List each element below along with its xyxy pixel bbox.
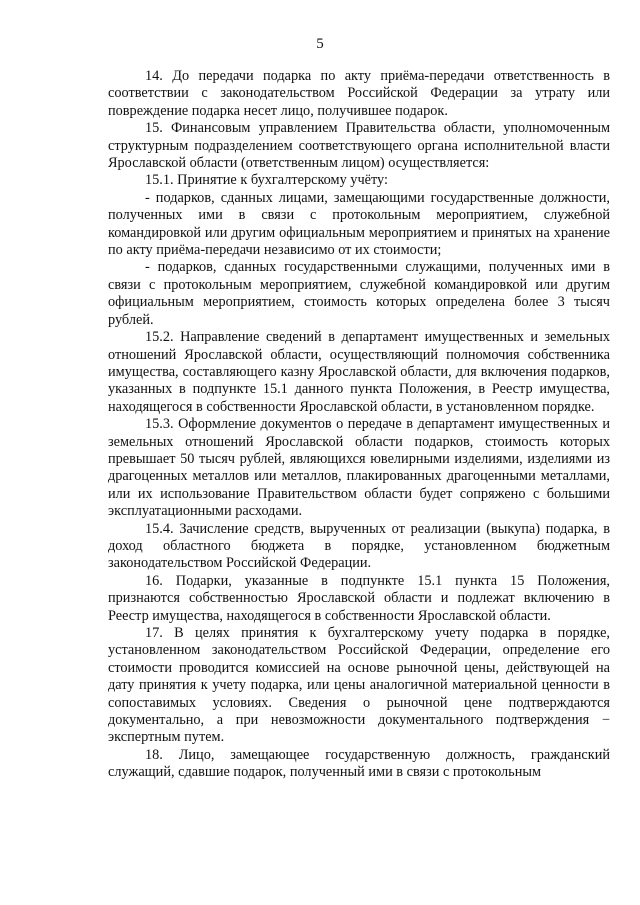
paragraph-17: 17. В целях принятия к бухгалтерскому учету подарка в порядке, установленном законодательством Российской Федерации, определение его стоимости проводится комиссией на основе рыночной цены, действующей на дату принятия к учету подарка, или цены аналогичной материальной ценности в сопоставимых условиях. Сведения о рыночной цене подтверждаются документально, а при невозможности документального подтверждения − экспертным путем. bbox=[108, 625, 610, 746]
paragraph-14: 14. До передачи подарка по акту приёма-передачи ответственность в соответствии с законодательством Российской Федерации за утрату или повреждение подарка несет лицо, получившее подарок. bbox=[108, 68, 610, 119]
page-number: 5 bbox=[316, 36, 324, 52]
paragraph-15-3: 15.3. Оформление документов о передаче в департамент имущественных и земельных отношений Ярославской области подарков, стоимость которых превышает 50 тысяч рублей, являющихся ювелирными изделиями, изделиями из драгоценных металлов или металлов, плакированных драгоценными металлами, или их использование Правительством области будет сопряжено с большими эксплуатационными расходами. bbox=[108, 416, 610, 520]
paragraph-15-1: 15.1. Принятие к бухгалтерскому учёту: bbox=[145, 172, 388, 189]
paragraph-16: 16. Подарки, указанные в подпункте 15.1 пункта 15 Положения, признаются собственностью Ярославской области и подлежат включению в Реестр имущества, находящегося в собственности Ярославской области. bbox=[108, 572, 610, 624]
paragraph-15-4: 15.4. Зачисление средств, вырученных от реализации (выкупа) подарка, в доход областного бюджета в порядке, установленном бюджетным законодательством Российской Федерации. bbox=[108, 520, 610, 572]
paragraph-15-1-item-2: - подарков, сданных государственными служащими, полученных ими в связи с протокольным мероприятием, служебной командировкой или другим официальным мероприятием, стоимость которых определена более 3 тысяч рублей. bbox=[108, 259, 610, 328]
paragraph-15-1-item-1: - подарков, сданных лицами, замещающими государственные должности, полученных ими в связи с протокольным мероприятием, служебной командировкой или другим официальным мероприятием и принятых на хранение по акту приёма-передачи независимо от их стоимости; bbox=[108, 189, 610, 259]
document-body bbox=[108, 68, 610, 782]
paragraph-15: 15. Финансовым управлением Правительства области, уполномоченным структурным подразделением соответствующего органа исполнительной власти Ярославской области (ответственным лицом) осуществляется: bbox=[108, 120, 610, 172]
paragraph-15-2: 15.2. Направление сведений в департамент имущественных и земельных отношений Ярославской области, осуществляющий полномочия собственника имущества, составляющего казну Ярославской области, для включения подарков, указанных в подпункте 15.1 данного пункта Положения, в Реестр имущества, находящегося в собственности Ярославской области, в установленном порядке. bbox=[108, 329, 610, 415]
paragraph-18: 18. Лицо, замещающее государственную должность, гражданский служащий, сдавшие подарок, полученный ими в связи с протокольным bbox=[108, 746, 610, 781]
